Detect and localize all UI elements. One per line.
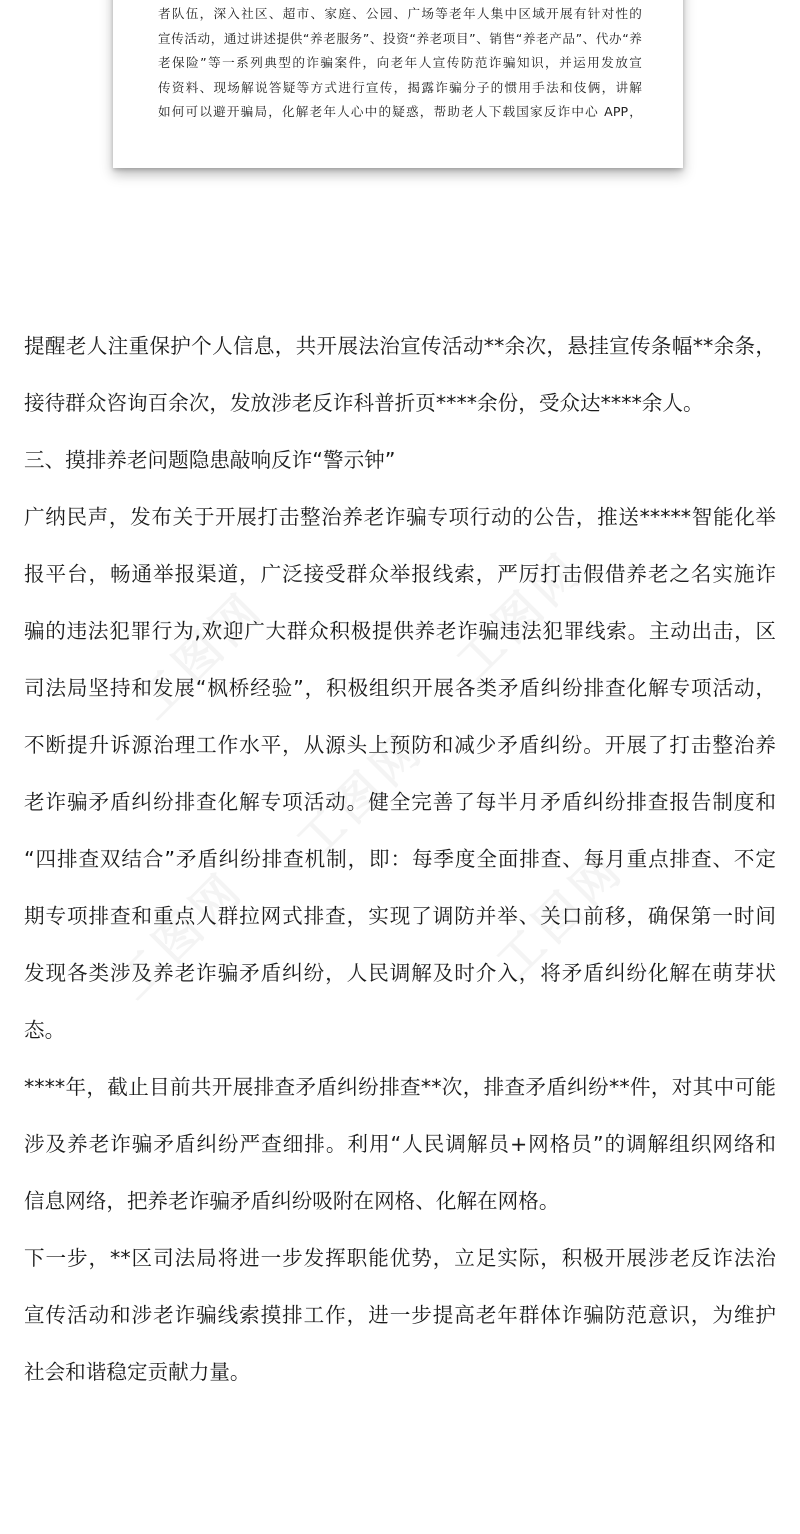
- article-line: 司法局坚持和发展“枫桥经验”，积极组织开展各类矛盾纠纷排查化解专项活动，: [24, 676, 776, 700]
- article-line: “四排查双结合”矛盾纠纷排查机制，即：每季度全面排查、每月重点排查、不定: [24, 847, 776, 871]
- article-line: 广纳民声，发布关于开展打击整治养老诈骗专项行动的公告，推送*****智能化举: [24, 505, 776, 529]
- article-line: 涉及养老诈骗矛盾纠纷严查细排。利用“人民调解员+网格员”的调解组织网络和: [24, 1132, 776, 1156]
- article-line: 社会和谐稳定贡献力量。: [24, 1360, 251, 1384]
- article-line: 下一步，**区司法局将进一步发挥职能优势，立足实际，积极开展涉老反诈法治: [24, 1246, 776, 1270]
- article-line: 骗的违法犯罪行为,欢迎广大群众积极提供养老诈骗违法犯罪线索。主动出击，区: [24, 619, 776, 643]
- preview-card-line: 宣传活动，通过讲述提供“养老服务”、投资“养老项目”、销售“养老产品”、代办“养: [158, 30, 642, 46]
- preview-card-line: 如何可以避开骗局，化解老年人心中的疑惑，帮助老人下载国家反诈中心 APP，: [158, 104, 642, 120]
- preview-card-line: 老保险”等一系列典型的诈骗案件，向老年人宣传防范诈骗知识，并运用发放宣: [158, 55, 642, 71]
- article-line: 不断提升诉源治理工作水平，从源头上预防和减少矛盾纠纷。开展了打击整治养: [24, 733, 776, 757]
- preview-card-line: 传资料、现场解说答疑等方式进行宣传，揭露诈骗分子的惯用手法和伎俩，讲解: [158, 79, 642, 95]
- preview-card-text: [158, 2, 642, 125]
- preview-card-line: 者队伍，深入社区、超市、家庭、公园、广场等老年人集中区域开展有针对性的: [158, 6, 642, 21]
- article-line: ****年，截止目前共开展排查矛盾纠纷排查**次，排查矛盾纠纷**件，对其中可能: [24, 1075, 776, 1099]
- article-line: 报平台，畅通举报渠道，广泛接受群众举报线索，严厉打击假借养老之名实施诈: [24, 562, 776, 586]
- article-line: 接待群众咨询百余次，发放涉老反诈科普折页****余份，受众达****余人。: [24, 391, 704, 415]
- section-heading: 三、摸排养老问题隐患敲响反诈“警示钟”: [24, 448, 396, 472]
- article-body: [24, 318, 776, 1401]
- article-line: 态。: [24, 1018, 66, 1042]
- document-preview-card: [113, 0, 683, 168]
- article-line: 期专项排查和重点人群拉网式排查，实现了调防并举、关口前移，确保第一时间: [24, 904, 776, 928]
- article-line: 提醒老人注重保护个人信息，共开展法治宣传活动**余次，悬挂宣传条幅**余条，: [24, 334, 776, 358]
- article-line: 宣传活动和涉老诈骗线索摸排工作，进一步提高老年群体诈骗防范意识，为维护: [24, 1303, 776, 1327]
- article-line: 发现各类涉及养老诈骗矛盾纠纷，人民调解及时介入，将矛盾纠纷化解在萌芽状: [24, 961, 776, 985]
- article-line: 信息网络，把养老诈骗矛盾纠纷吸附在网格、化解在网格。: [24, 1189, 560, 1213]
- article-line: 老诈骗矛盾纠纷排查化解专项活动。健全完善了每半月矛盾纠纷排查报告制度和: [24, 790, 776, 814]
